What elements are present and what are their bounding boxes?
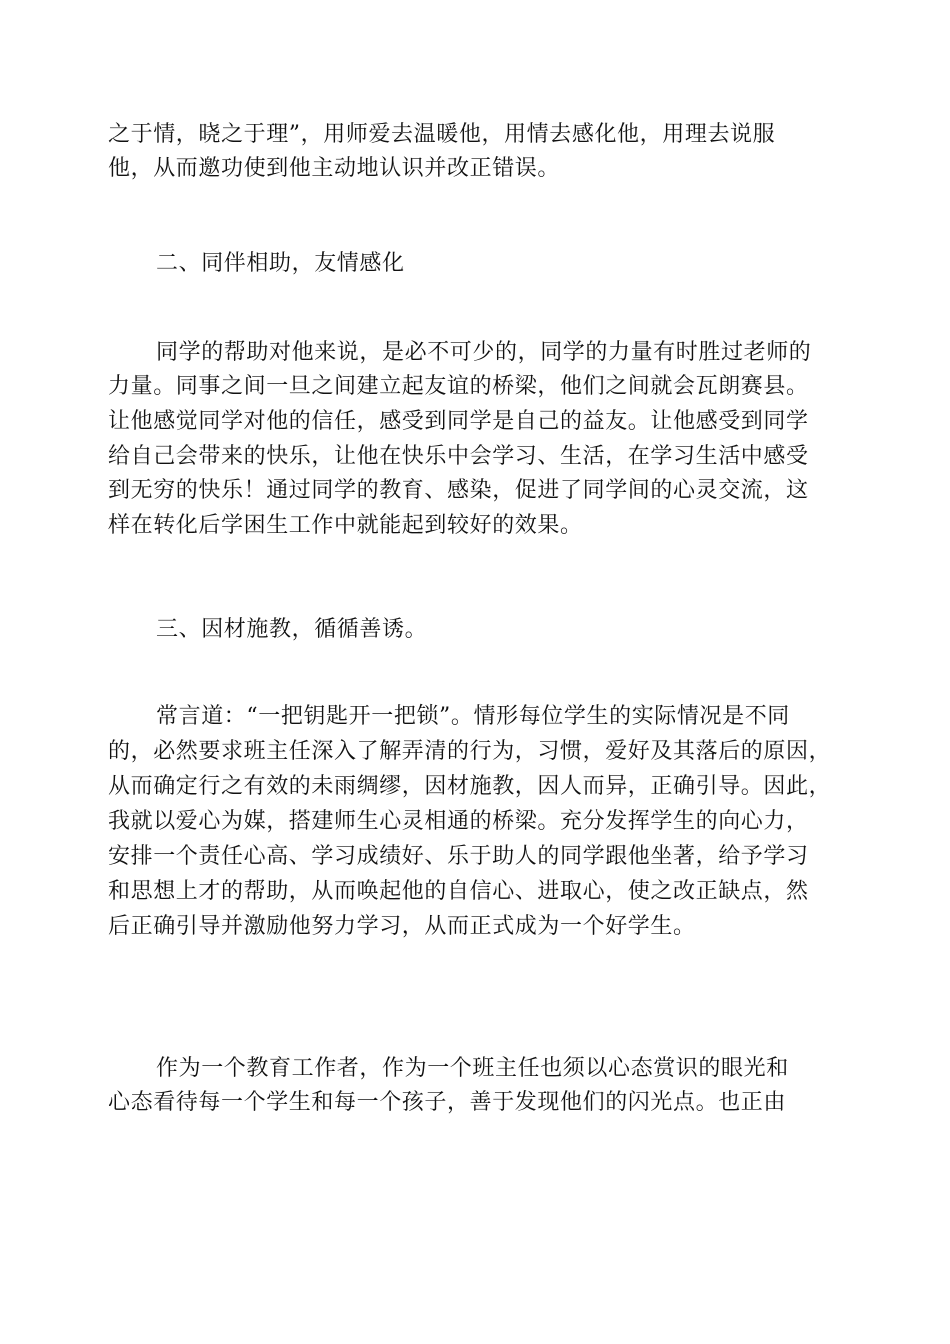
paragraph-line: 常言道：“一把钥匙开一把锁”。情形每位学生的实际情况是不同 [156,704,790,729]
paragraph-line: 他，从而邀功使到他主动地认识并改正错误。 [108,156,561,181]
paragraph-line: 和思想上才的帮助，从而唤起他的自信心、进取心，使之改正缺点，然 [108,879,809,904]
paragraph-line: 作为一个教育工作者，作为一个班主任也须以心态赏识的眼光和 [156,1056,789,1081]
paragraph-line: 的，必然要求班主任深入了解弄清的行为，习惯，爱好及其落后的原因， [108,739,832,764]
paragraph-line: 样在转化后学困生工作中就能起到较好的效果。 [108,513,583,538]
paragraph-line: 从而确定行之有效的未雨绸缪，因材施教，因人而异，正确引导。因此， [108,774,832,799]
section-heading: 三、因材施教，循循善诱。 [156,617,428,642]
paragraph-line: 力量。同事之间一旦之间建立起友谊的桥梁，他们之间就会瓦朗赛县。 [108,374,809,399]
section-heading: 二、同伴相助，友情感化 [156,251,405,276]
paragraph-line: 让他感觉同学对他的信任，感受到同学是自己的益友。让他感受到同学 [108,409,809,434]
paragraph-line: 给自己会带来的快乐，让他在快乐中会学习、生活，在学习生活中感受 [108,444,809,469]
paragraph-line: 同学的帮助对他来说，是必不可少的，同学的力量有时胜过老师的 [156,340,812,365]
paragraph-line: 到无穷的快乐！通过同学的教育、感染，促进了同学间的心灵交流，这 [108,478,809,503]
paragraph-line: 心态看待每一个学生和每一个孩子，善于发现他们的闪光点。也正由 [108,1090,787,1115]
paragraph-line: 安排一个责任心高、学习成绩好、乐于助人的同学跟他坐著，给予学习 [108,844,809,869]
paragraph-line: 我就以爱心为媒，搭建师生心灵相通的桥梁。充分发挥学生的向心力， [108,809,809,834]
paragraph-line: 后正确引导并激励他努力学习，从而正式成为一个好学生。 [108,914,696,939]
paragraph-line: 之于情，晓之于理”，用师爱去温暖他，用情去感化他，用理去说服 [108,122,776,147]
